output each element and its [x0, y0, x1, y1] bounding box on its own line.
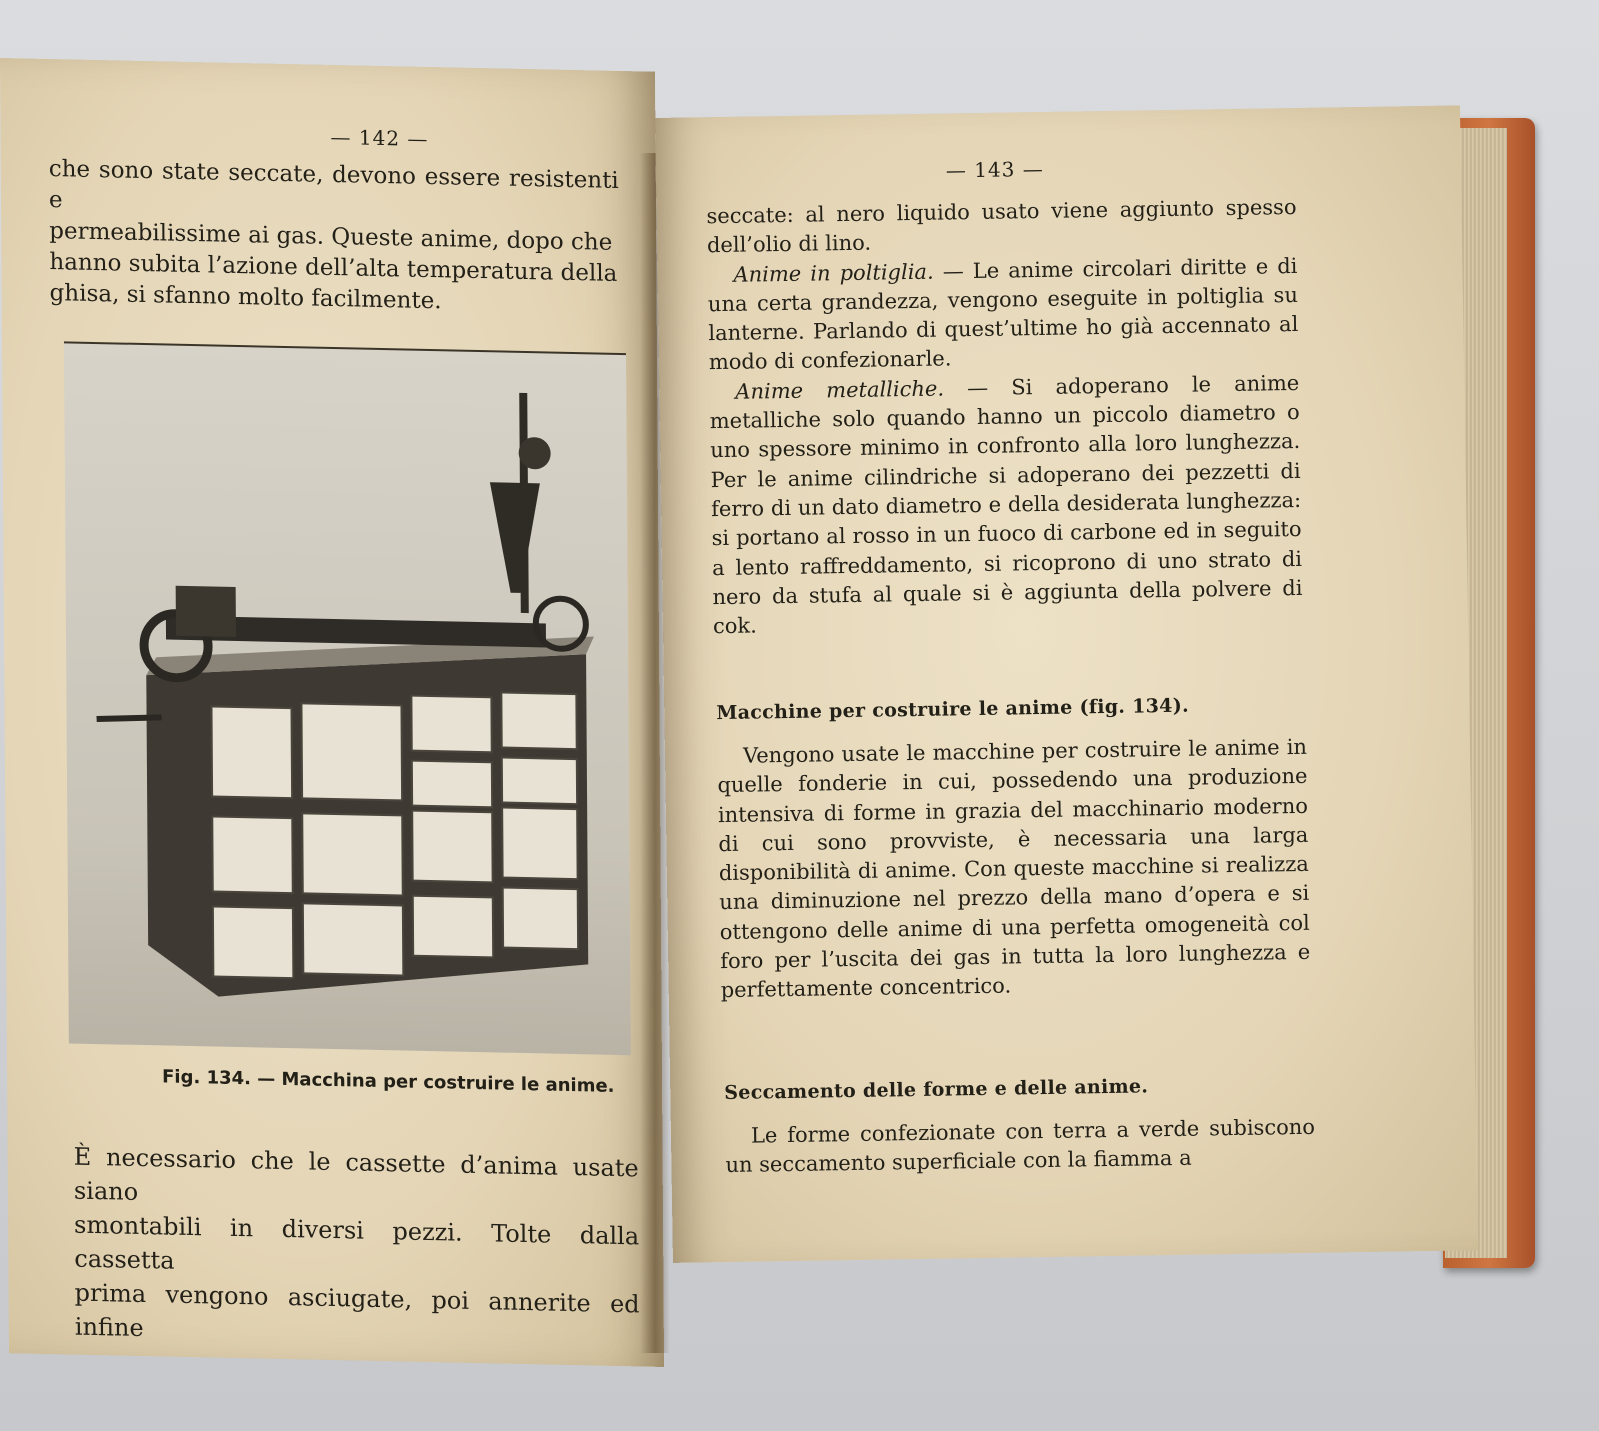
text-line: permeabilissime ai gas. Queste anime, dopo che: [49, 218, 613, 256]
text-line: È necessario che le cassette d’anima usate siano: [73, 1142, 639, 1206]
text-line: prima vengono asciugate, poi annerite ed infine: [74, 1278, 640, 1343]
right-body-text-3: [725, 1113, 1316, 1181]
paragraph-title: Anime in poltiglia.: [733, 259, 934, 287]
left-bottom-text: [74, 1140, 640, 1356]
paragraph-title: Anime metalliche.: [735, 376, 945, 404]
paragraph: Anime in poltiglia. — Le anime circolari diritte e di una certa grandezza, vengono eseguite in poltiglia su lanterne. Parlando di quest’ultime ho già accennato al modo di confezionarle.: [707, 253, 1299, 375]
right-body-text-2: [717, 733, 1311, 1006]
paragraph: Anime metalliche. — Si adoperano le anime metalliche solo quando hanno un piccolo diametro o uno spessore minimo in confronto alla loro lunghezza. Per le anime cilindriche si adoperano dei pezzetti di ferro di un dato diametro e della desiderata lunghezza: si portano al rosso in un fuoco di carbone ed in seguito a lento raffreddamento, si ricoprono di uno strato di nero da stufa al quale si è aggiunta della polvere di cok.: [709, 370, 1303, 639]
paragraph: Le forme confezionate con terra a verde subiscono un seccamento superficiale con la fiamma a: [725, 1114, 1316, 1178]
section-heading: Seccamento delle forme e delle anime.: [724, 1075, 1149, 1105]
paragraph: seccate: al nero liquido usato viene aggiunto spesso dell’olio di lino.: [706, 194, 1297, 258]
right-body-text: [706, 193, 1303, 642]
text-line: smontabili in diversi pezzi. Tolte dalla cassetta: [74, 1210, 640, 1275]
figure-caption: Fig. 134. — Macchina per costruire le anime.: [162, 1066, 615, 1097]
page-number-right: — 143 —: [945, 156, 1044, 183]
left-top-text: [49, 154, 620, 321]
open-book: [0, 58, 1535, 1358]
text-line: ghisa, si sfanno molto facilmente.: [49, 280, 442, 315]
left-page: [0, 58, 664, 1367]
paragraph: Vengono usate le macchine per costruire le anime in quelle fonderie in cui, possedendo una produzione intensiva di forme in grazia del macchinario moderno di cui sono provviste, è necessaria una larga disponibilità di anime. Con queste macchine si realizza una diminuzione nel prezzo della mano d’opera e si ottengono delle anime di una perfetta omogeneità col foro per l’uscita dei gas in tutta la loro lunghezza e perfettamente concentrico.: [717, 734, 1311, 1003]
right-page: [655, 105, 1478, 1263]
page-number-left: — 142 —: [330, 124, 429, 151]
section-heading: Macchine per costruire le anime (fig. 134).: [716, 694, 1190, 725]
text-line: hanno subita l’azione dell’alta temperatura della: [49, 249, 618, 287]
core-making-machine-illustration: [64, 343, 631, 1055]
figure-core-machine: [64, 341, 631, 1055]
text-line: che sono state seccate, devono essere resistenti e: [48, 156, 619, 214]
